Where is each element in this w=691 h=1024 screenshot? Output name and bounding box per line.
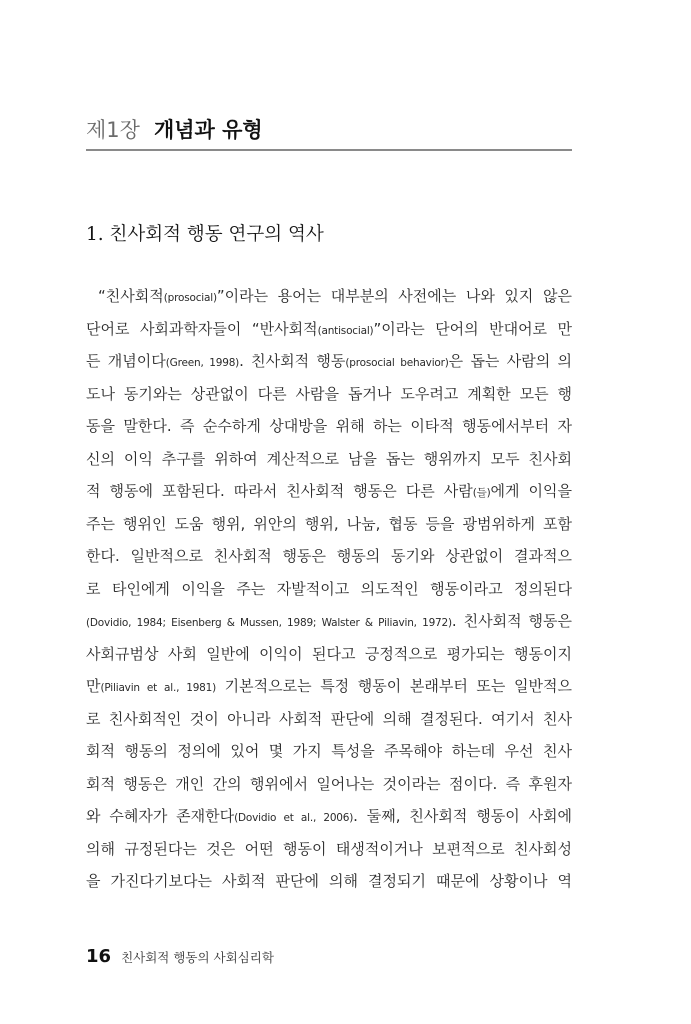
- text-line: [86, 608, 572, 641]
- text-line: [86, 478, 572, 511]
- text-segment: 주는 행위인 도움 행위, 위안의 행위, 나눔, 협동 등을 광범위하게 포함: [86, 514, 572, 533]
- citation: (prosocial): [163, 292, 217, 304]
- text-line: [86, 446, 572, 479]
- text-line: [86, 868, 572, 901]
- text-line: [86, 803, 572, 836]
- chapter-number: 제1장: [86, 118, 140, 142]
- chapter-title: 개념과 유형: [153, 118, 263, 142]
- text-segment: 사회규범상 사회 일반에 이익이 된다고 긍정적으로 평가되는 행동이지: [86, 644, 572, 663]
- text-line: [86, 836, 572, 869]
- chapter-header: [86, 114, 263, 144]
- text-segment: . 친사회적 행동: [239, 352, 346, 370]
- text-line: [86, 706, 572, 739]
- text-line: [86, 543, 572, 576]
- text-line: [86, 641, 572, 674]
- text-line: [86, 576, 572, 609]
- text-line: [86, 381, 572, 414]
- text-segment: 적 행동에 포함된다. 따라서 친사회적 행동은 다른 사람: [86, 482, 473, 500]
- text-segment: “친사회적: [98, 287, 164, 305]
- text-segment: . 둘째, 친사회적 행동이 사회에: [353, 807, 573, 825]
- text-segment: 로 타인에게 이익을 주는 자발적이고 의도적인 행동이라고 정의된다: [86, 579, 572, 598]
- text-line: [86, 511, 572, 544]
- text-segment: 동을 말한다. 즉 순수하게 상대방을 위해 하는 이타적 행동에서부터 자: [86, 417, 572, 435]
- citation: (Dovidio, 1984; Eisenberg & Mussen, 1989; Walster & Piliavin, 1972): [86, 617, 452, 629]
- page-number: 16: [86, 946, 112, 967]
- text-segment: ”이라는 단어의 반대어로 만: [373, 319, 573, 338]
- text-line: [86, 348, 572, 381]
- text-segment: 의해 규정된다는 것은 어떤 행동이 태생적이거나 보편적으로 친사회성: [86, 839, 572, 858]
- text-line: [86, 673, 572, 706]
- text-segment: 로 친사회적인 것이 아니라 사회적 판단에 의해 결정된다. 여기서 친사: [86, 709, 572, 728]
- text-segment: 기본적으로는 특정 행동이 본래부터 또는 일반적으: [216, 677, 572, 695]
- header-divider: [86, 149, 572, 151]
- page-footer: [86, 946, 274, 967]
- text-segment: 에게 이익을: [490, 482, 572, 500]
- text-segment: 은 돕는 사람의 의: [448, 352, 572, 370]
- text-line: [86, 738, 572, 771]
- text-segment: 회적 행동의 정의에 있어 몇 가지 특성을 주목해야 하는데 우선 친사: [86, 742, 572, 760]
- text-segment: 을 가진다기보다는 사회적 판단에 의해 결정되기 때문에 상황이나 역: [86, 872, 572, 890]
- citation: (antisocial): [317, 324, 374, 337]
- citation: (prosocial behavior): [345, 357, 449, 369]
- section-heading: 1. 친사회적 행동 연구의 역사: [86, 224, 324, 245]
- text-segment: 한다. 일반적으로 친사회적 행동은 행동의 동기와 상관없이 결과적으: [86, 547, 572, 565]
- text-segment: 도나 동기와는 상관없이 다른 사람을 돕거나 도우려고 계획한 모든 행: [86, 384, 572, 403]
- text-segment: ”이라는 용어는 대부분의 사전에는 나와 있지 않은: [216, 287, 572, 305]
- running-title: 친사회적 행동의 사회심리학: [121, 950, 274, 965]
- text-line: [86, 413, 572, 446]
- text-segment: 와 수혜자가 존재한다: [86, 807, 235, 825]
- text-line: [86, 316, 572, 349]
- citation: (들): [472, 487, 491, 499]
- text-segment: 든 개념이다: [86, 352, 166, 370]
- citation: (Green, 1998): [165, 357, 240, 369]
- text-segment: 신의 이익 추구를 위하여 계산적으로 남을 돕는 행위까지 모두 친사회: [86, 449, 572, 468]
- text-segment: 단어로 사회과학자들이 “반사회적: [86, 319, 318, 338]
- text-line: [86, 771, 572, 804]
- text-line: [86, 283, 572, 316]
- citation: (Dovidio et al., 2006): [234, 812, 354, 824]
- body-text: [86, 283, 572, 901]
- citation: (Piliavin et al., 1981): [100, 682, 217, 694]
- text-segment: 회적 행동은 개인 간의 행위에서 일어나는 것이라는 점이다. 즉 후원자: [86, 774, 572, 793]
- text-segment: . 친사회적 행동은: [451, 612, 572, 630]
- text-segment: 만: [86, 677, 101, 695]
